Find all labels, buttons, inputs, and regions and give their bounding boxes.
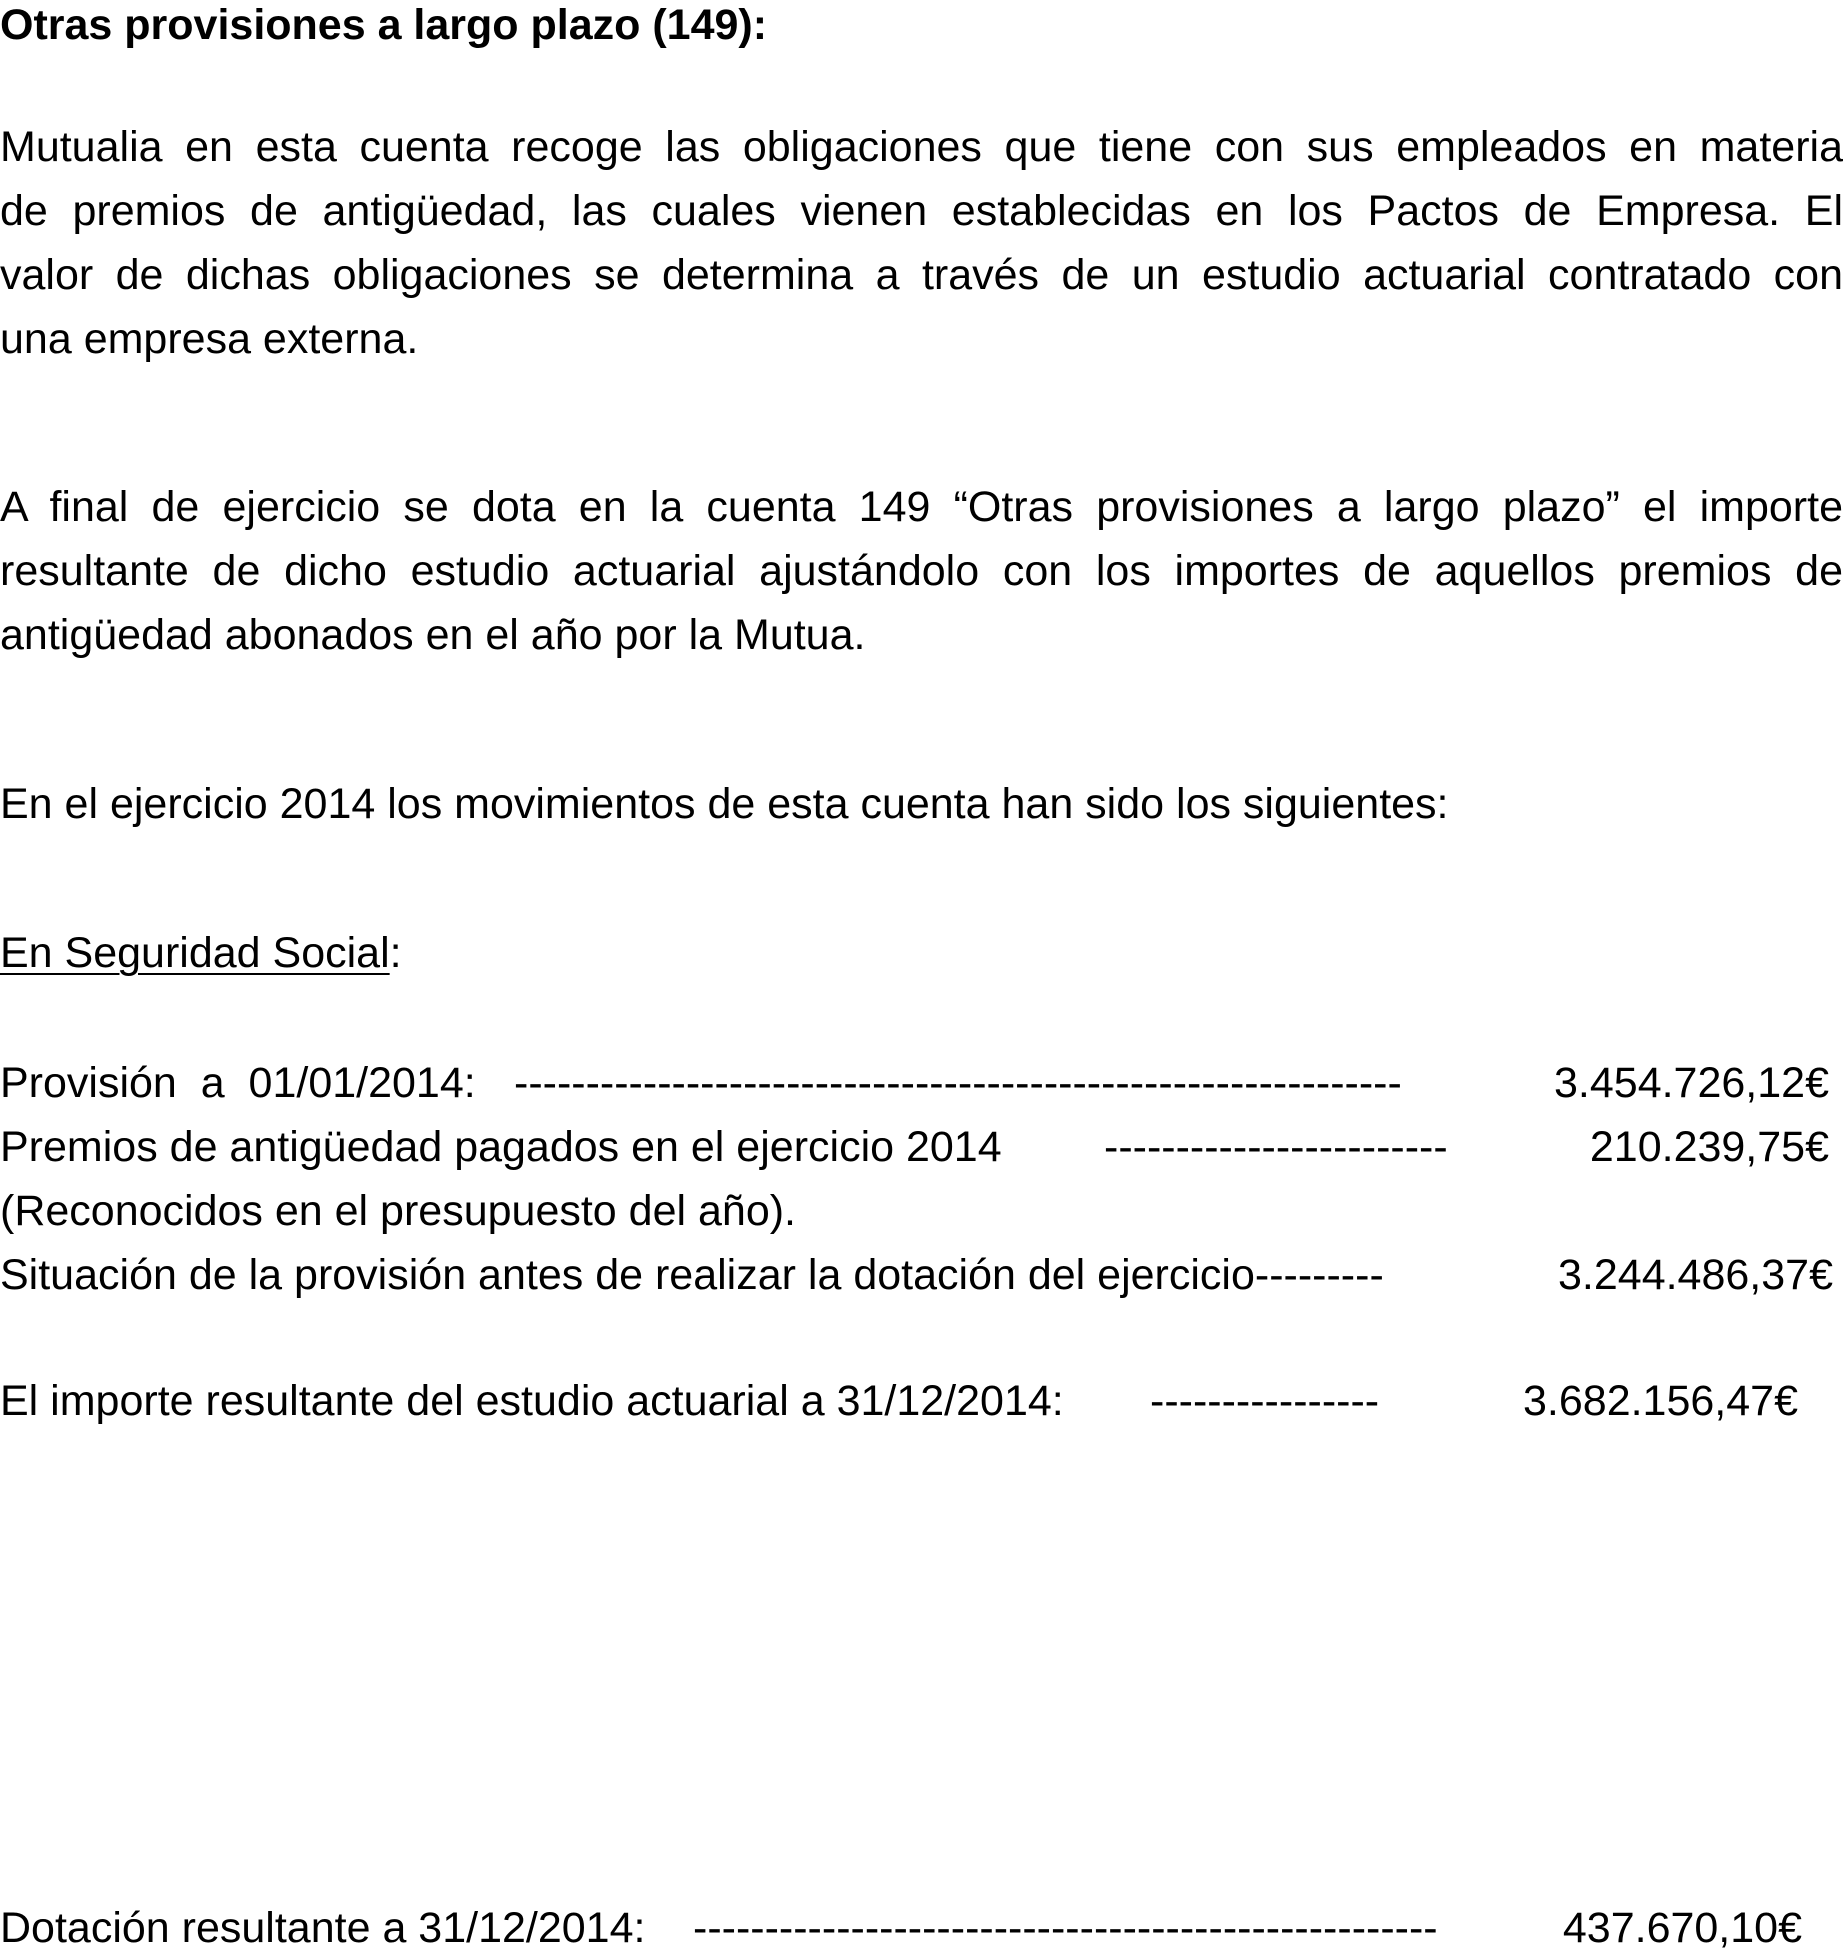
entry-leader-dashes: ----------------	[1150, 1380, 1380, 1423]
entry-label: El importe resultante del estudio actuarial a 31/12/2014:	[0, 1377, 1076, 1425]
entry-label: Premios de antigüedad pagados en el ejercicio 2014	[0, 1123, 1014, 1171]
entry-amount: 210.239,75€	[1589, 1123, 1829, 1171]
page-heading: Otras provisiones a largo plazo (149):	[0, 1, 768, 49]
entry-amount: 3.244.486,37€	[1558, 1251, 1833, 1299]
entry-amount: 3.682.156,47€	[1523, 1377, 1798, 1425]
entry-label: Provisión a 01/01/2014:	[0, 1059, 488, 1107]
entry-amount: 3.454.726,12€	[1554, 1059, 1829, 1107]
entry-label: Situación de la provisión antes de realizar la dotación del ejercicio---------	[0, 1251, 1384, 1299]
entry-label: Dotación resultante a 31/12/2014:	[0, 1904, 646, 1952]
paragraph-line: resultante de dicho estudio actuarial ajustándolo con los importes de aquellos premios de	[0, 547, 1843, 595]
entry-premiums-note: (Reconocidos en el presupuesto del año).	[0, 1187, 797, 1235]
paragraph-movements-intro: En el ejercicio 2014 los movimientos de esta cuenta han sido los siguientes:	[0, 780, 1449, 828]
entry-leader-dashes: ------------------------	[1104, 1126, 1448, 1169]
section-title-colon: :	[389, 929, 402, 977]
paragraph-line: antigüedad abonados en el año por la Mutua.	[0, 611, 866, 659]
section-title	[0, 929, 402, 977]
paragraph-line: de premios de antigüedad, las cuales vienen establecidas en los Pactos de Empresa. El	[0, 187, 1843, 235]
paragraph-line: Mutualia en esta cuenta recoge las obligaciones que tiene con sus empleados en materia	[0, 123, 1843, 171]
paragraph-line: A final de ejercicio se dota en la cuenta 149 “Otras provisiones a largo plazo” el importe	[0, 483, 1843, 531]
entry-amount: 437.670,10€	[1562, 1904, 1802, 1952]
entry-leader-dashes: --------------------------------------------------------------	[514, 1062, 1402, 1105]
entry-leader-dashes: ----------------------------------------------------	[693, 1907, 1438, 1950]
section-title-text: En Seguridad Social	[0, 929, 390, 977]
paragraph-line: valor de dichas obligaciones se determina a través de un estudio actuarial contratado con	[0, 251, 1843, 299]
paragraph-line: una empresa externa.	[0, 315, 419, 363]
